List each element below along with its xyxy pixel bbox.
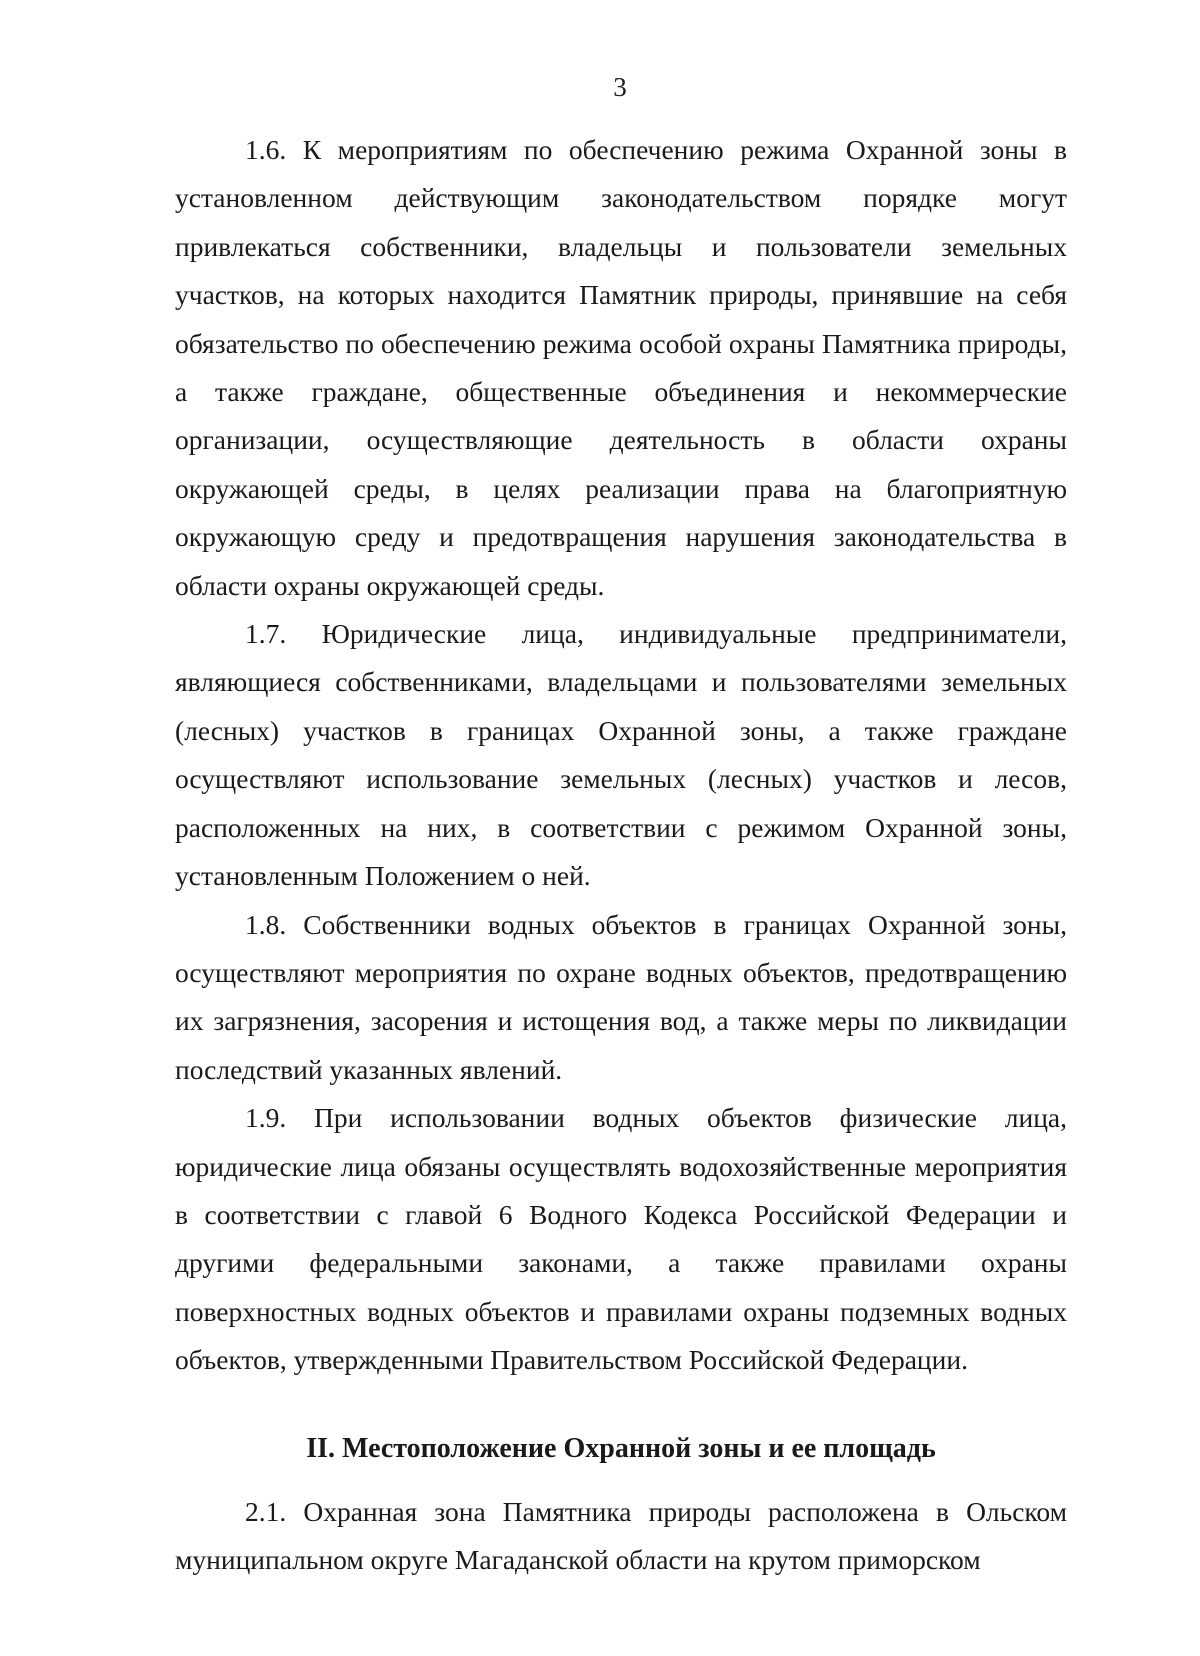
page-number: 3 bbox=[613, 72, 627, 102]
paragraph-2-1: 2.1. Охранная зона Памятника природы расположена в Ольском муниципальном округе Магаданской области на крутом приморском bbox=[175, 1495, 1067, 1575]
paragraph-1-8: 1.8. Собственники водных объектов в границах Охранной зоны, осуществляют мероприятия по охране водных объектов, предотвращению их загрязнения, засорения и истощения вод, а также меры по ликвидации последствий указанных явлений. bbox=[175, 908, 1067, 1085]
paragraph-1-6: 1.6. К мероприятиям по обеспечению режима Охранной зоны в установленном действующим законодательством порядке могут привлекаться собственники, владельцы и пользователи земельных участков, на которых находится Памятник природы, принявшие на себя обязательство по обеспечению режима особой охраны Памятника природы, а также граждане, общественные объединения и некоммерческие организации, осуществляющие деятельность в области охраны окружающей среды, в целях реализации права на благоприятную окружающую среду и предотвращения нарушения законодательства в области охраны окружающей среды. bbox=[175, 134, 1067, 601]
paragraph-1-9: 1.9. При использовании водных объектов физические лица, юридические лица обязаны осуществлять водохозяйственные мероприятия в соответствии с главой 6 Водного Кодекса Российской Федерации и другими федеральными законами, а также правилами охраны поверхностных водных объектов и правилами охраны подземных водных объектов, утвержденными Правительством Российской Федерации. bbox=[175, 1102, 1067, 1376]
section-heading: II. Местоположение Охранной зоны и ее площадь bbox=[306, 1432, 936, 1464]
document-body bbox=[175, 126, 1067, 1584]
paragraph-1-7: 1.7. Юридические лица, индивидуальные предприниматели, являющиеся собственниками, владельцами и пользователями земельных (лесных) участков в границах Охранной зоны, а также граждане осуществляют использование земельных (лесных) участков и лесов, расположенных на них, в соответствии с режимом Охранной зоны, установленным Положением о ней. bbox=[175, 618, 1067, 892]
